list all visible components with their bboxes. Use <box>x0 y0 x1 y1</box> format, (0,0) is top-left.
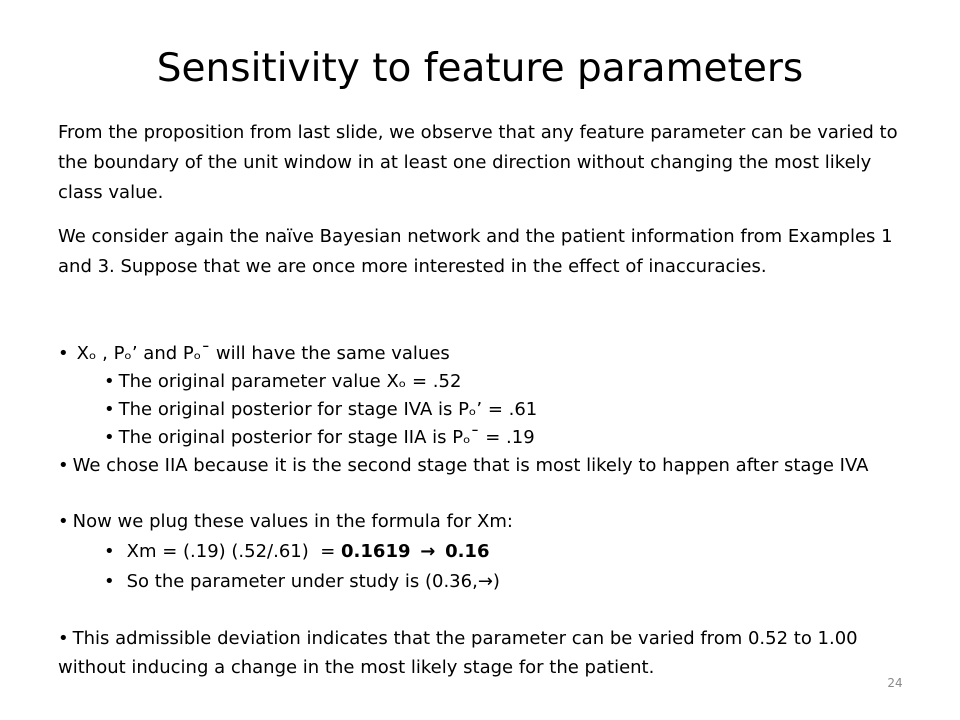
sub-bullet-posterior-iia <box>104 424 535 452</box>
bullet-dot: • <box>58 511 69 532</box>
bullet-text: The original posterior for stage IIA is Pₒ¯ = .19 <box>118 427 535 448</box>
slide-title: Sensitivity to feature parameters <box>156 46 804 91</box>
context-paragraph: We consider again the naïve Bayesian network and the patient information from Examples 1 and 3. Suppose that we are once more interested in the effect of inaccuracies. <box>58 226 893 277</box>
bullet-text: The original posterior for stage IVA is Pₒ’ = .61 <box>118 399 538 420</box>
sub-bullet-interval <box>104 568 500 596</box>
sub-bullet-param-value <box>104 368 461 396</box>
bullet-dot: • <box>58 455 69 476</box>
formula-result: 0.1619 <box>341 541 411 562</box>
formula-rounded: 0.16 <box>445 541 490 562</box>
sub-bullet-posterior-iva <box>104 396 537 424</box>
bullet-dot: • <box>104 541 115 562</box>
arrow-right-icon: → <box>420 541 436 562</box>
bullet-chose-iia <box>58 452 908 480</box>
bullet-text: Xₒ , Pₒ’ and Pₒ¯ will have the same values <box>76 343 450 364</box>
bullet-admissible-deviation <box>58 624 908 682</box>
bullet-dot: • <box>58 628 69 649</box>
bullet-text: This admissible deviation indicates that the parameter can be varied from 0.52 to 1.00 without inducing a change in the most likely stage for the patient. <box>58 628 858 678</box>
sub-bullet-xm-formula <box>104 538 489 566</box>
bullet-dot: • <box>104 371 115 392</box>
formula-text: Xm = (.19) (.52/.61) = <box>126 541 342 562</box>
bullet-dot: • <box>58 343 69 364</box>
page-number: 24 <box>887 676 903 690</box>
intro-paragraph: From the proposition from last slide, we observe that any feature parameter can be varied to the boundary of the unit window in at least one direction without changing the most likely class value. <box>58 122 898 203</box>
interval-close: ) <box>492 571 500 592</box>
bullet-dot: • <box>104 571 115 592</box>
interval-text: So the parameter under study is (0.36, <box>126 571 478 592</box>
bullet-text: We chose IIA because it is the second stage that is most likely to happen after stage IVA <box>72 455 869 476</box>
bullet-dot: • <box>104 427 115 448</box>
bullet-plug-values <box>58 508 513 536</box>
bullet-text: The original parameter value Xₒ = .52 <box>118 371 462 392</box>
bullet-text: Now we plug these values in the formula for Xm: <box>72 511 513 532</box>
bullet-dot: • <box>104 399 115 420</box>
bullet-same-values <box>58 340 450 368</box>
arrow-right-icon: → <box>477 571 493 592</box>
